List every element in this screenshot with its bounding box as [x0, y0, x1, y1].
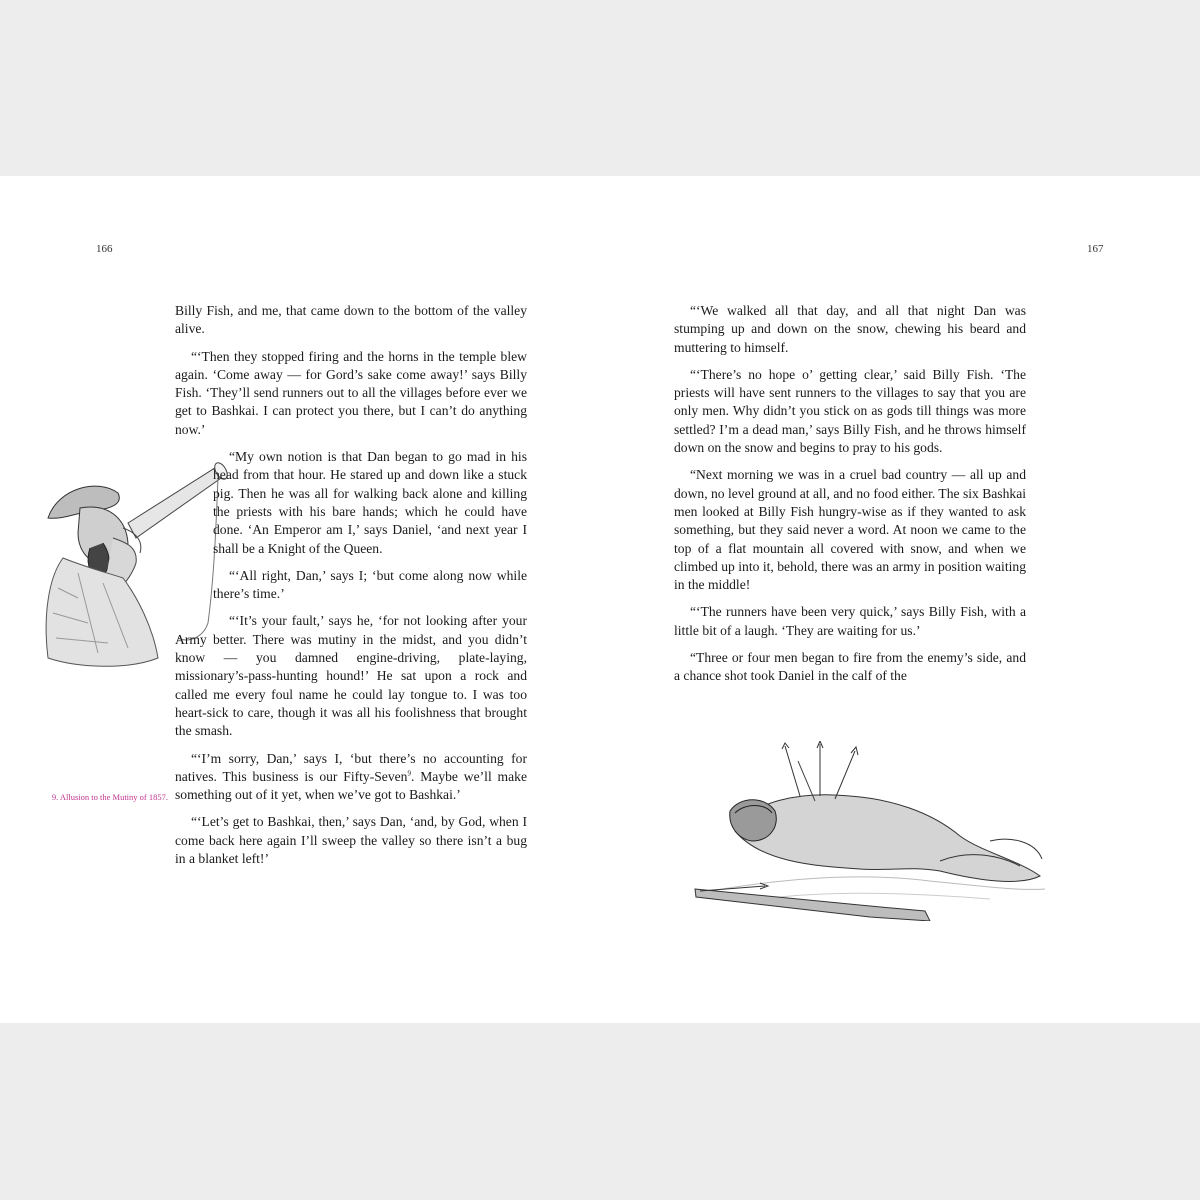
illustration-text-wrap: [135, 448, 207, 618]
paragraph: “‘Then they stopped firing and the horns in the temple blew again. ‘Come away — for Gord’s sake come away!’ says Billy Fish. ‘They’ll send runners out to all the villages before ever we get to Bashkai. I can protect you there, but I can’t do anything now.’: [175, 348, 527, 437]
book-spread: [0, 176, 1200, 1023]
paragraph: “‘There’s no hope o’ getting clear,’ said Billy Fish. ‘The priests will have sent runners to the villages to say that you are only men. Why didn’t you stick on as gods till things was more settled? I’m a dead man,’ says Billy Fish, and he throws himself down on the snow and begins to pray to his gods.: [674, 366, 1026, 456]
paragraph: Billy Fish, and me, that came down to the bottom of the valley alive.: [175, 303, 527, 337]
paragraph: “My own notion is that Dan began to go mad in his head from that hour. He stared up and down like a stuck pig. Then he was all for walking back alone and killing the priests with his bare hands; which he could have done. ‘An Emperor am I,’ says Daniel, ‘and next year I shall be a Knight of the Queen.: [213, 449, 527, 556]
fallen-man-illustration: [690, 741, 1050, 921]
paragraph: “‘It’s your fault,’ says he, ‘for not looking after your Army better. There was mutiny in the midst, and you didn’t know — you damned engine-driving, plate-laying, missionary’s-pass-hunting hound!’ He sat upon a rock and called me every foul name he could lay tongue to. I was too heart-sick to care, though it was all his foolishness that brought the smash.: [175, 613, 527, 739]
paragraph: “‘The runners have been very quick,’ says Billy Fish, with a little bit of a laugh. ‘They are waiting for us.’: [674, 604, 1026, 638]
paragraph-text: “‘I’m sorry, Dan,’ says I, ‘but there’s no accounting for natives. This business is our Fifty-Seven: [175, 750, 527, 784]
paragraph: “‘Let’s get to Bashkai, then,’ says Dan, ‘and, by God, when I come back here again I’ll sweep the valley so there isn’t a bug in a blanket left!’: [175, 814, 527, 867]
right-page-text: [674, 302, 1026, 695]
paragraph: “Three or four men began to fire from the enemy’s side, and a chance shot took Daniel in the calf of the: [674, 650, 1026, 684]
page-number-right: 167: [1087, 243, 1104, 255]
paragraph: “‘All right, Dan,’ says I; ‘but come along now while there’s time.’: [213, 567, 527, 602]
sidenote-footnote-9: 9. Allusion to the Mutiny of 1857.: [51, 792, 168, 802]
paragraph: “Next morning we was in a cruel bad country — all up and down, no level ground at all, and no food either. The six Bashkai men looked at Billy Fish hungry-wise as if they wanted to ask something, but they said never a word. At noon we came to the top of a flat mountain all covered with snow, and when we climbed up into it, behold, there was an army in position waiting in the middle!: [674, 467, 1026, 593]
left-page-text: [175, 302, 527, 877]
paragraph-with-footnote: [175, 750, 527, 805]
page-number-left: 166: [96, 243, 113, 255]
paragraph: “‘We walked all that day, and all that night Dan was stumping up and down on the snow, chewing his beard and muttering to himself.: [674, 303, 1026, 355]
paragraph-text-tail: . Maybe we’ll make something out of it yet, when we’ve got to Bashkai.’: [175, 768, 527, 803]
footnote-marker: 9: [407, 769, 411, 778]
